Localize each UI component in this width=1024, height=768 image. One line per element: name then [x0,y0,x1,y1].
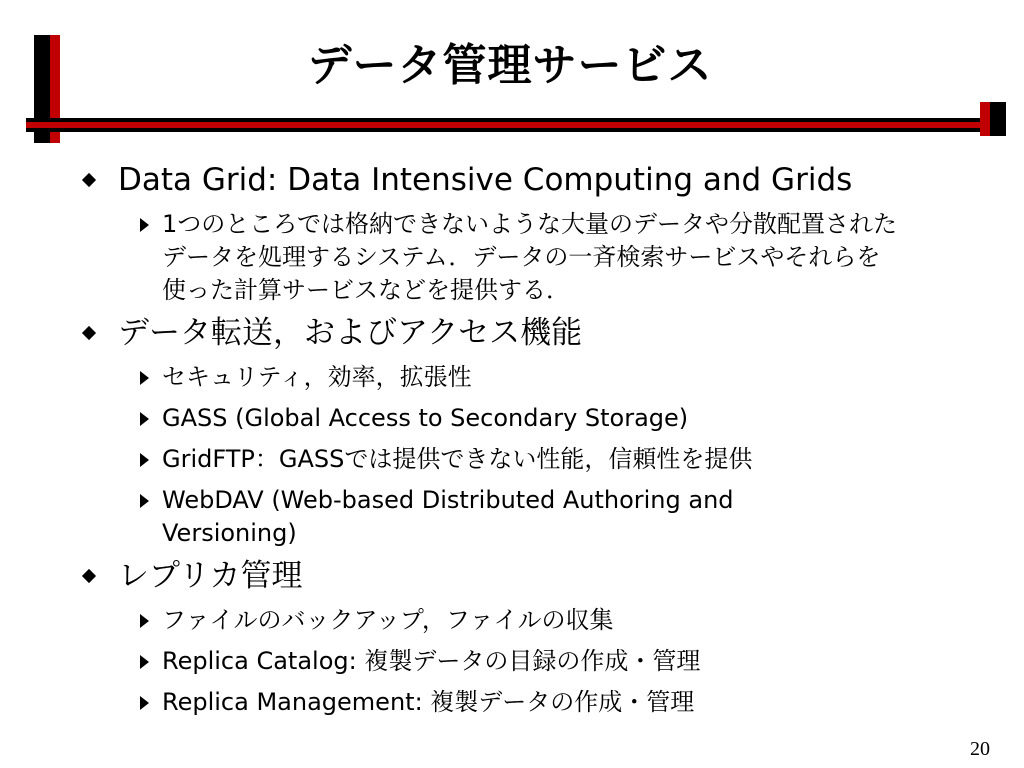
bullet-level1 [80,313,980,353]
triangle-bullet-icon [140,494,149,508]
bullet-level2 [80,686,980,719]
triangle-bullet-icon [140,371,149,385]
bullet-text: セキュリティ，効率，拡張性 [162,363,472,391]
bullet-text: Replica Management: 複製データの作成・管理 [162,688,695,716]
bullet-level2 [80,208,980,307]
diamond-bullet-icon [82,569,96,583]
bullet-text: GridFTP：GASSでは提供できない性能，信頼性を提供 [162,445,753,473]
slide-title: データ管理サービス [307,40,713,91]
bullet-level2 [80,484,980,550]
triangle-bullet-icon [140,614,149,628]
bullet-text: Data Grid: Data Intensive Computing and Grids [118,162,853,198]
right-black-bar [990,102,1006,136]
bullet-text: データ転送，およびアクセス機能 [118,315,583,351]
bullet-level2 [80,443,980,476]
bullet-text: 1つのところでは格納できないような大量のデータや分散配置された データを処理するシステム．データの一斉検索サービスやそれらを 使った計算サービスなどを提供する． [162,210,898,304]
diamond-bullet-icon [82,173,96,187]
page-number: 20 [970,738,990,760]
bullet-text: WebDAV (Web-based Distributed Authoring and Versioning) [162,486,734,547]
bullet-level1 [80,556,980,596]
triangle-bullet-icon [140,412,149,426]
slide-body [80,160,980,719]
bullet-level2 [80,604,980,637]
triangle-bullet-icon [140,655,149,669]
bullet-text: ファイルのバックアップ，ファイルの収集 [162,606,614,634]
triangle-bullet-icon [140,218,149,232]
bullet-level1 [80,160,980,200]
bullet-text: Replica Catalog: 複製データの目録の作成・管理 [162,647,701,675]
bullet-text: レプリカ管理 [118,558,303,594]
bullet-level2 [80,645,980,678]
bullet-level2 [80,402,980,435]
right-red-bar [980,102,990,136]
title-rule-bottom [26,128,996,132]
bullet-level2 [80,361,980,394]
triangle-bullet-icon [140,453,149,467]
bullet-text: GASS (Global Access to Secondary Storage) [162,404,689,432]
triangle-bullet-icon [140,696,149,710]
diamond-bullet-icon [82,326,96,340]
